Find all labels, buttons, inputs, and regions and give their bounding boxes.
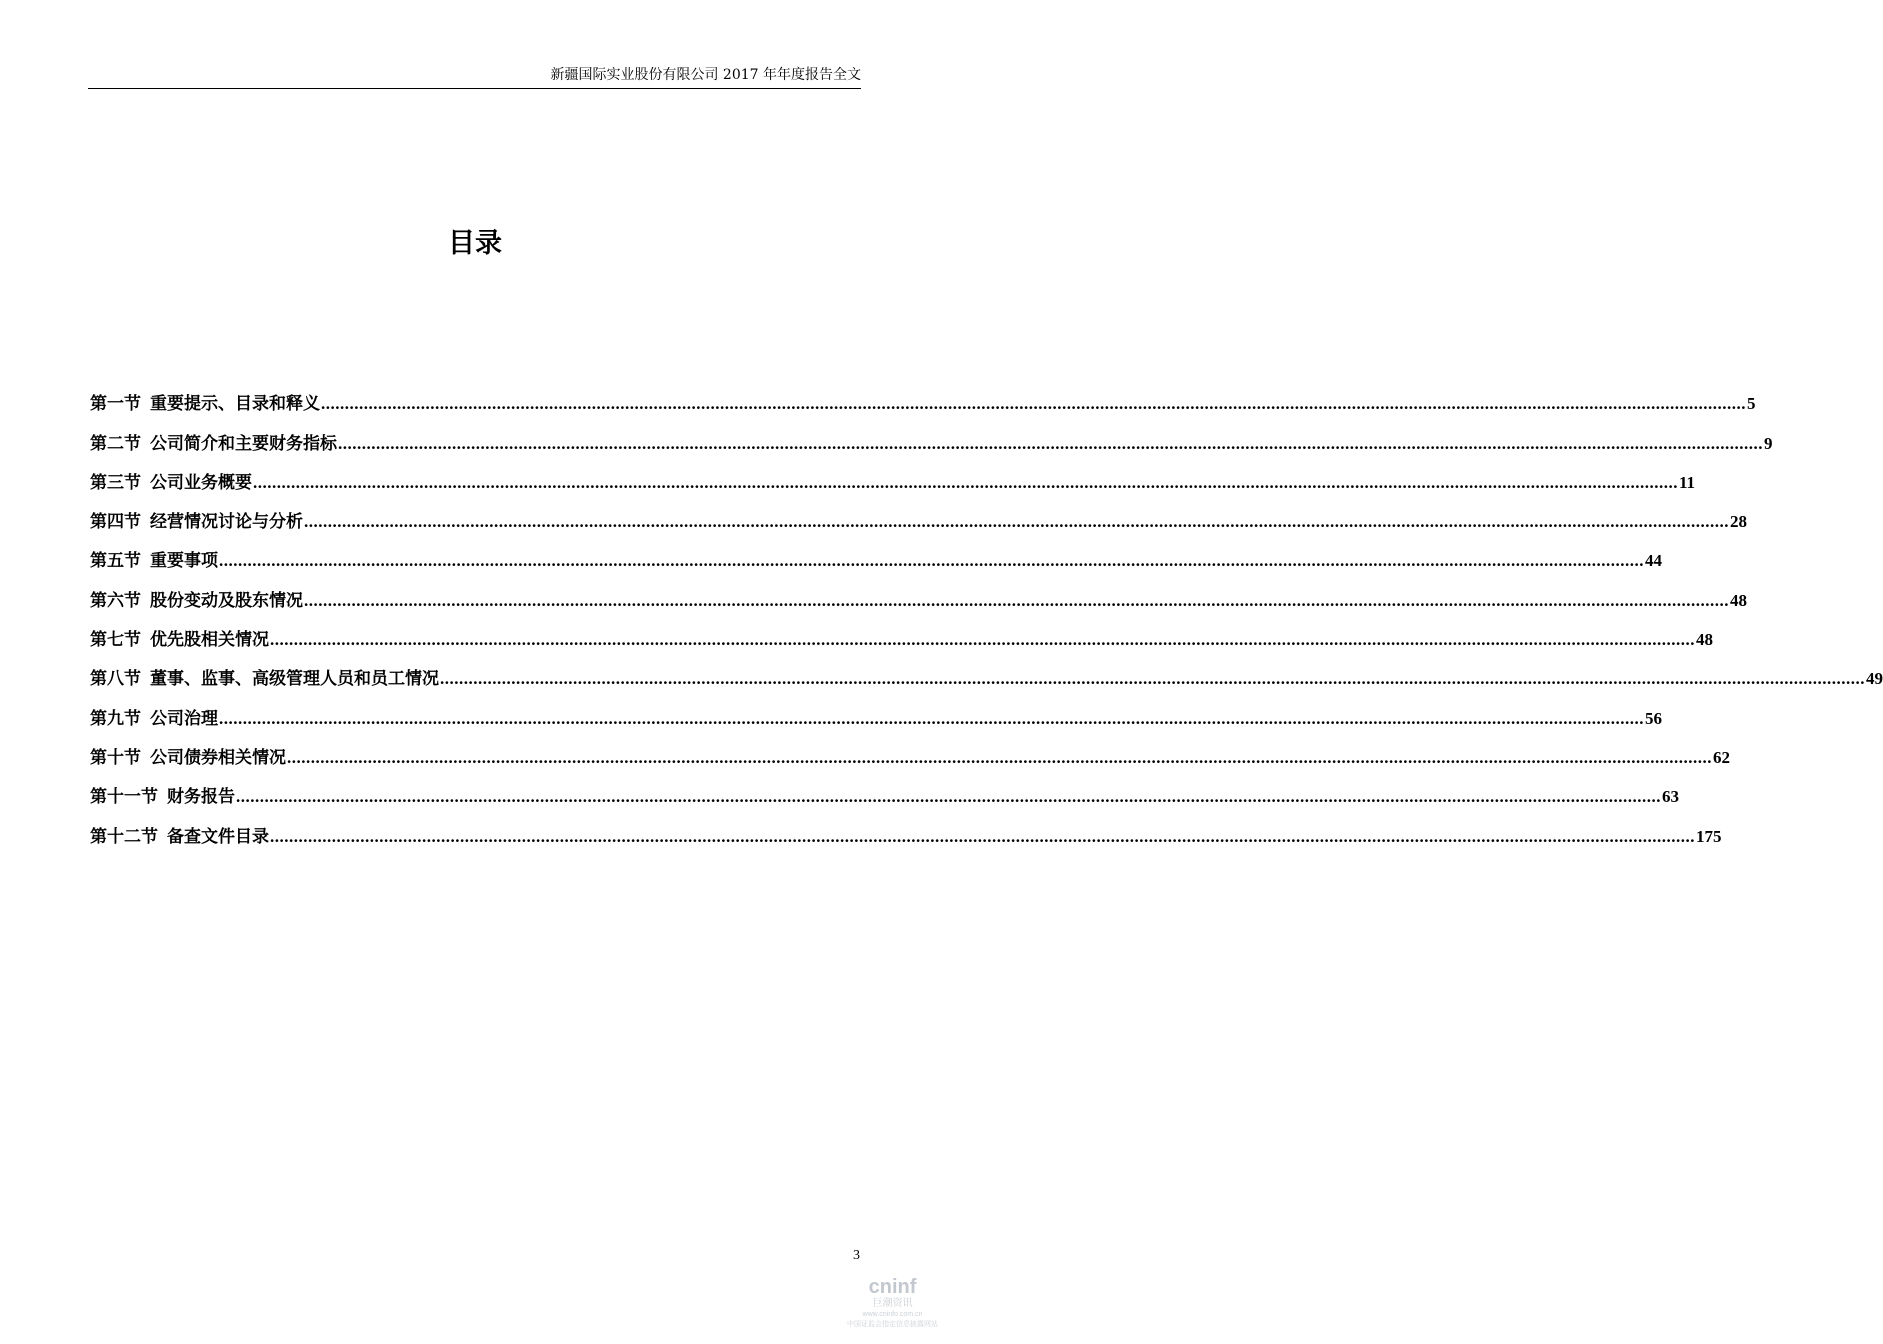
toc-section-title: 公司业务概要	[150, 472, 252, 493]
toc-leader-dots: ............................................................................................................................................................................................................................................................................................................	[304, 590, 1729, 610]
page-number: 3	[853, 1248, 860, 1263]
toc-section-title: 股份变动及股东情况	[150, 590, 303, 611]
toc-section-label: 第一节	[90, 394, 141, 415]
toc-section-title: 公司简介和主要财务指标	[150, 433, 337, 454]
toc-page-number: 48	[1730, 590, 1747, 610]
toc-page-number: 62	[1713, 747, 1730, 767]
toc-entry-10[interactable]	[90, 732, 1730, 771]
toc-section-title: 财务报告	[167, 787, 235, 808]
toc-leader-dots: ............................................................................................................................................................................................................................................................................................................	[236, 787, 1661, 807]
watermark-url: www.cninfo.com.cn	[862, 1311, 923, 1318]
toc-section-label: 第四节	[90, 512, 141, 533]
toc-leader-dots: ............................................................................................................................................................................................................................................................................................................	[338, 433, 1763, 453]
toc-section-title: 经营情况讨论与分析	[150, 512, 303, 533]
toc-entry-11[interactable]	[90, 771, 1679, 810]
toc-section-label: 第五节	[90, 551, 141, 572]
toc-entry-3[interactable]	[90, 457, 1696, 496]
toc-leader-dots: ............................................................................................................................................................................................................................................................................................................	[440, 669, 1865, 689]
toc-page-number: 49	[1866, 669, 1883, 689]
toc-entry-2[interactable]	[90, 417, 1773, 456]
cninfo-watermark	[840, 1276, 945, 1340]
toc-entry-1[interactable]	[90, 378, 1756, 417]
toc-entry-12[interactable]	[90, 810, 1722, 849]
toc-section-title: 董事、监事、高级管理人员和员工情况	[150, 669, 439, 690]
watermark-org: 中国证监会指定信息披露网站	[847, 1320, 938, 1328]
toc-page-number: 44	[1645, 551, 1662, 571]
toc-leader-dots: ............................................................................................................................................................................................................................................................................................................	[287, 747, 1712, 767]
toc-section-label: 第七节	[90, 630, 141, 651]
toc-section-label: 第六节	[90, 590, 141, 611]
toc-leader-dots: ............................................................................................................................................................................................................................................................................................................	[270, 826, 1695, 846]
toc-entry-6[interactable]	[90, 574, 1747, 613]
toc-section-label: 第九节	[90, 708, 141, 729]
report-header-title: 新疆国际实业股份有限公司 2017 年年度报告全文	[550, 67, 861, 83]
toc-section-label: 第十二节	[90, 826, 158, 847]
toc-section-label: 第十一节	[90, 787, 158, 808]
header-divider	[88, 88, 861, 89]
toc-leader-dots: ............................................................................................................................................................................................................................................................................................................	[219, 708, 1644, 728]
toc-page-number: 48	[1696, 630, 1713, 650]
table-of-contents	[90, 378, 1883, 850]
toc-section-title: 重要事项	[150, 551, 218, 572]
toc-section-label: 第二节	[90, 433, 141, 454]
toc-page-number: 5	[1747, 394, 1756, 414]
toc-section-title: 重要提示、目录和释义	[150, 394, 320, 415]
cninfo-logo: cninf	[868, 1276, 917, 1298]
toc-section-title: 公司债券相关情况	[150, 747, 286, 768]
toc-entry-5[interactable]	[90, 535, 1662, 574]
toc-leader-dots: ............................................................................................................................................................................................................................................................................................................	[253, 472, 1678, 492]
toc-leader-dots: ............................................................................................................................................................................................................................................................................................................	[270, 630, 1695, 650]
toc-section-title: 优先股相关情况	[150, 630, 269, 651]
toc-entry-8[interactable]	[90, 653, 1883, 692]
toc-page-number: 63	[1662, 787, 1679, 807]
toc-section-label: 第三节	[90, 472, 141, 493]
toc-page-number: 9	[1764, 433, 1773, 453]
toc-section-label: 第八节	[90, 669, 141, 690]
toc-section-title: 备查文件目录	[167, 826, 269, 847]
toc-leader-dots: ............................................................................................................................................................................................................................................................................................................	[321, 394, 1746, 414]
page-title: 目录	[448, 228, 502, 259]
toc-entry-4[interactable]	[90, 496, 1747, 535]
toc-page-number: 56	[1645, 708, 1662, 728]
toc-entry-9[interactable]	[90, 692, 1662, 731]
toc-page-number: 11	[1679, 472, 1696, 492]
toc-entry-7[interactable]	[90, 614, 1713, 653]
watermark-subtitle: 巨潮资讯	[872, 1298, 913, 1309]
toc-leader-dots: ............................................................................................................................................................................................................................................................................................................	[304, 512, 1729, 532]
toc-page-number: 28	[1730, 512, 1747, 532]
toc-leader-dots: ............................................................................................................................................................................................................................................................................................................	[219, 551, 1644, 571]
toc-page-number: 175	[1696, 826, 1722, 846]
toc-section-label: 第十节	[90, 747, 141, 768]
toc-section-title: 公司治理	[150, 708, 218, 729]
